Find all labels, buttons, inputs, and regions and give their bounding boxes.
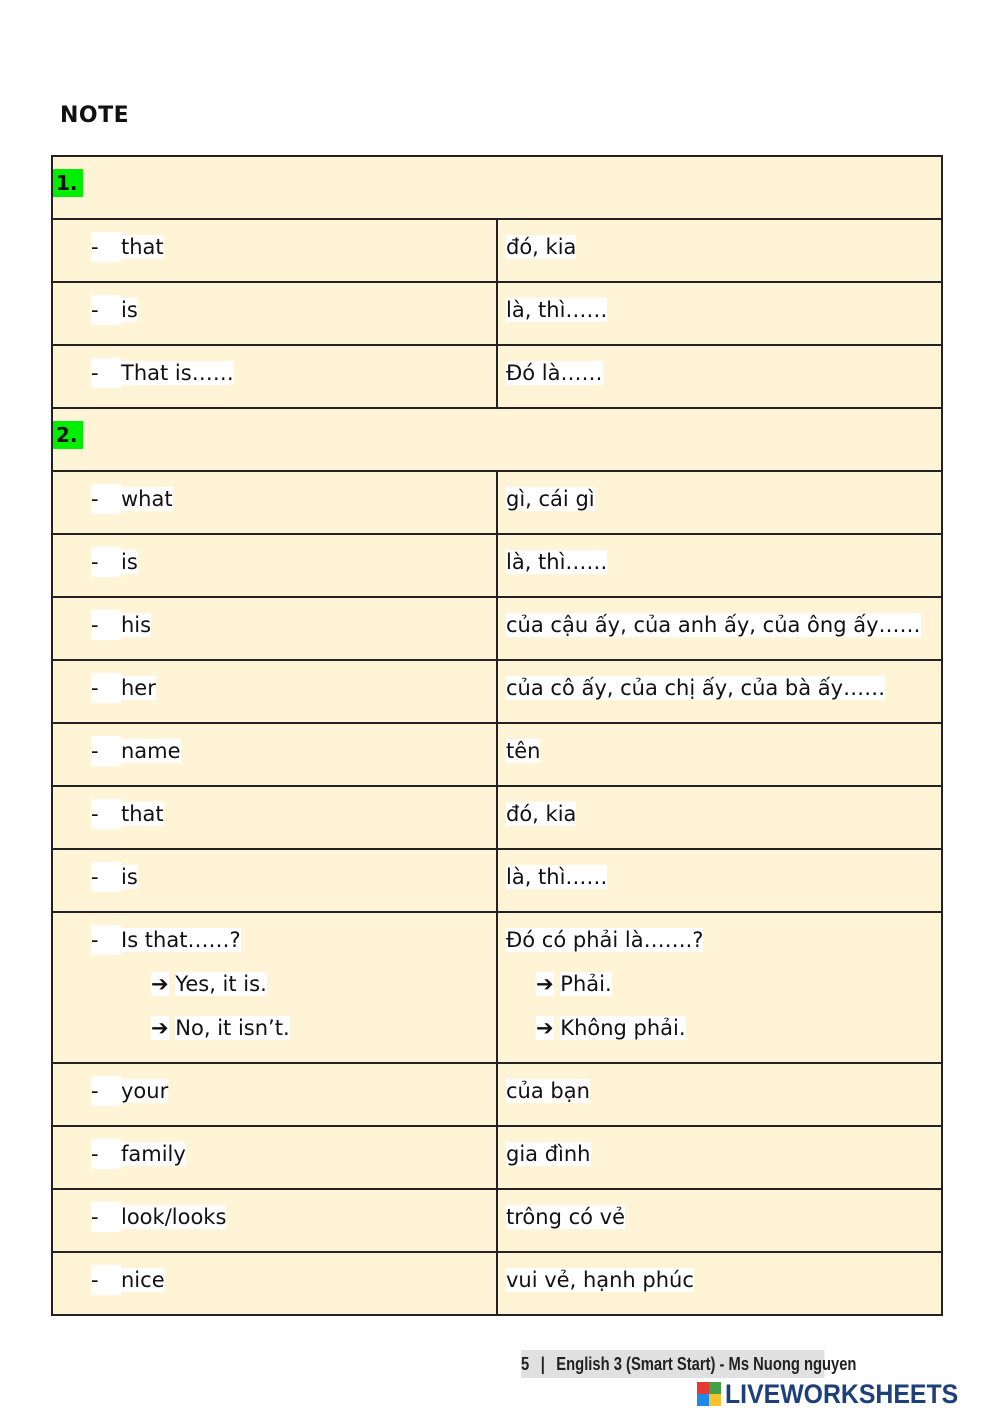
- vocab-row: [52, 1252, 942, 1315]
- vocab-row: [52, 471, 942, 534]
- english-cell: [52, 1063, 497, 1126]
- footer-separator: |: [540, 1354, 545, 1374]
- bullet-dash: -: [91, 295, 121, 325]
- vietnamese-cell: [497, 597, 942, 660]
- section-header-cell: [52, 408, 942, 471]
- vietnamese-cell: [497, 282, 942, 345]
- vietnamese-cell: [497, 219, 942, 282]
- vietnamese-meaning: vui vẻ, hạnh phúc: [506, 1268, 694, 1292]
- vocab-row: [52, 1063, 942, 1126]
- vocab-row: [52, 786, 942, 849]
- bullet-dash: -: [91, 484, 121, 514]
- english-word: family: [121, 1142, 186, 1166]
- answer-english: No, it isn’t.: [175, 1016, 290, 1040]
- arrow-right-icon: ➔: [536, 972, 554, 996]
- vietnamese-cell: [497, 1252, 942, 1315]
- bullet-dash: -: [91, 1076, 121, 1106]
- english-word: That is……: [121, 361, 234, 385]
- vietnamese-meaning: gì, cái gì: [506, 487, 595, 511]
- brand-name: LIVEWORKSHEETS: [725, 1378, 959, 1409]
- english-cell: [52, 1189, 497, 1252]
- english-word: Is that……?: [121, 928, 241, 952]
- vocabulary-table-body: [52, 156, 942, 1315]
- logo-square-blue: [697, 1394, 709, 1406]
- english-word: your: [121, 1079, 169, 1103]
- english-cell: [52, 345, 497, 408]
- english-cell: [52, 219, 497, 282]
- section-header-cell: [52, 156, 942, 219]
- vietnamese-meaning: trông có vẻ: [506, 1205, 625, 1229]
- arrow-right-icon: ➔: [151, 972, 169, 996]
- vocab-row: [52, 723, 942, 786]
- english-cell: [52, 660, 497, 723]
- section-header-row: [52, 408, 942, 471]
- vocab-row: [52, 912, 942, 1063]
- logo-square-yellow: [709, 1394, 721, 1406]
- answer-vietnamese: Không phải.: [560, 1016, 686, 1040]
- bullet-dash: -: [91, 925, 121, 955]
- vocab-row: [52, 660, 942, 723]
- english-cell: [52, 723, 497, 786]
- vietnamese-cell: [497, 849, 942, 912]
- vietnamese-cell: [497, 471, 942, 534]
- vietnamese-cell: [497, 345, 942, 408]
- bullet-dash: -: [91, 610, 121, 640]
- vietnamese-cell: [497, 534, 942, 597]
- bullet-dash: -: [91, 736, 121, 766]
- page-footer: [521, 1350, 857, 1378]
- section-header-row: [52, 156, 942, 219]
- vocabulary-table: [51, 155, 943, 1316]
- english-word: what: [121, 487, 173, 511]
- vietnamese-meaning: gia đình: [506, 1142, 591, 1166]
- vietnamese-meaning: là, thì……: [506, 298, 608, 322]
- english-word: name: [121, 739, 181, 763]
- arrow-right-icon: ➔: [536, 1016, 554, 1040]
- page-number: 5: [521, 1354, 530, 1374]
- vietnamese-cell: [497, 1063, 942, 1126]
- bullet-dash: -: [91, 862, 121, 892]
- english-word: nice: [121, 1268, 165, 1292]
- vocab-row: [52, 849, 942, 912]
- vietnamese-cell: [497, 912, 942, 1063]
- english-cell: [52, 786, 497, 849]
- english-word: that: [121, 235, 164, 259]
- vietnamese-cell: [497, 660, 942, 723]
- vocab-row: [52, 597, 942, 660]
- english-word: her: [121, 676, 156, 700]
- vietnamese-meaning: của bạn: [506, 1079, 590, 1103]
- vocab-row: [52, 219, 942, 282]
- english-cell: [52, 1252, 497, 1315]
- vietnamese-cell: [497, 1189, 942, 1252]
- vietnamese-cell: [497, 1126, 942, 1189]
- bullet-dash: -: [91, 1265, 121, 1295]
- english-cell: [52, 282, 497, 345]
- bullet-dash: -: [91, 1202, 121, 1232]
- vietnamese-meaning: Đó là……: [506, 361, 603, 385]
- section-number: 2.: [53, 421, 83, 449]
- english-word: look/looks: [121, 1205, 227, 1229]
- vietnamese-cell: [497, 723, 942, 786]
- answer-line-vietnamese: [506, 955, 941, 999]
- logo-square-red: [697, 1382, 709, 1394]
- english-cell: [52, 597, 497, 660]
- vietnamese-meaning: là, thì……: [506, 865, 608, 889]
- vietnamese-meaning: tên: [506, 739, 541, 763]
- english-word: is: [121, 550, 138, 574]
- english-word: is: [121, 865, 138, 889]
- bullet-dash: -: [91, 547, 121, 577]
- english-word: his: [121, 613, 152, 637]
- vocab-row: [52, 1126, 942, 1189]
- vietnamese-meaning: đó, kia: [506, 235, 577, 259]
- vocab-row: [52, 1189, 942, 1252]
- liveworksheets-logo-icon: [697, 1382, 721, 1406]
- english-word: is: [121, 298, 138, 322]
- footer-text: English 3 (Smart Start) - Ms Nuong nguyen: [556, 1354, 857, 1374]
- vocab-row: [52, 345, 942, 408]
- bullet-dash: -: [91, 673, 121, 703]
- english-cell: [52, 534, 497, 597]
- vietnamese-meaning: đó, kia: [506, 802, 577, 826]
- bullet-dash: -: [91, 232, 121, 262]
- page-title: NOTE: [60, 103, 130, 128]
- arrow-right-icon: ➔: [151, 1016, 169, 1040]
- bullet-dash: -: [91, 1139, 121, 1169]
- liveworksheets-brand: [697, 1377, 995, 1411]
- vocab-row: [52, 534, 942, 597]
- english-cell: [52, 849, 497, 912]
- vietnamese-cell: [497, 786, 942, 849]
- answer-english: Yes, it is.: [175, 972, 267, 996]
- english-cell: [52, 912, 497, 1063]
- answer-vietnamese: Phải.: [560, 972, 612, 996]
- english-cell: [52, 1126, 497, 1189]
- vietnamese-meaning: của cậu ấy, của anh ấy, của ông ấy……: [506, 613, 921, 637]
- answer-line-vietnamese: [506, 999, 941, 1043]
- answer-line-english: [91, 955, 496, 999]
- vietnamese-meaning: là, thì……: [506, 550, 608, 574]
- vocab-row: [52, 282, 942, 345]
- english-cell: [52, 471, 497, 534]
- bullet-dash: -: [91, 799, 121, 829]
- answer-line-english: [91, 999, 496, 1043]
- logo-square-green: [709, 1382, 721, 1394]
- vietnamese-meaning: Đó có phải là…….?: [506, 928, 704, 952]
- vietnamese-meaning: của cô ấy, của chị ấy, của bà ấy……: [506, 676, 886, 700]
- english-word: that: [121, 802, 164, 826]
- section-number: 1.: [53, 169, 83, 197]
- bullet-dash: -: [91, 358, 121, 388]
